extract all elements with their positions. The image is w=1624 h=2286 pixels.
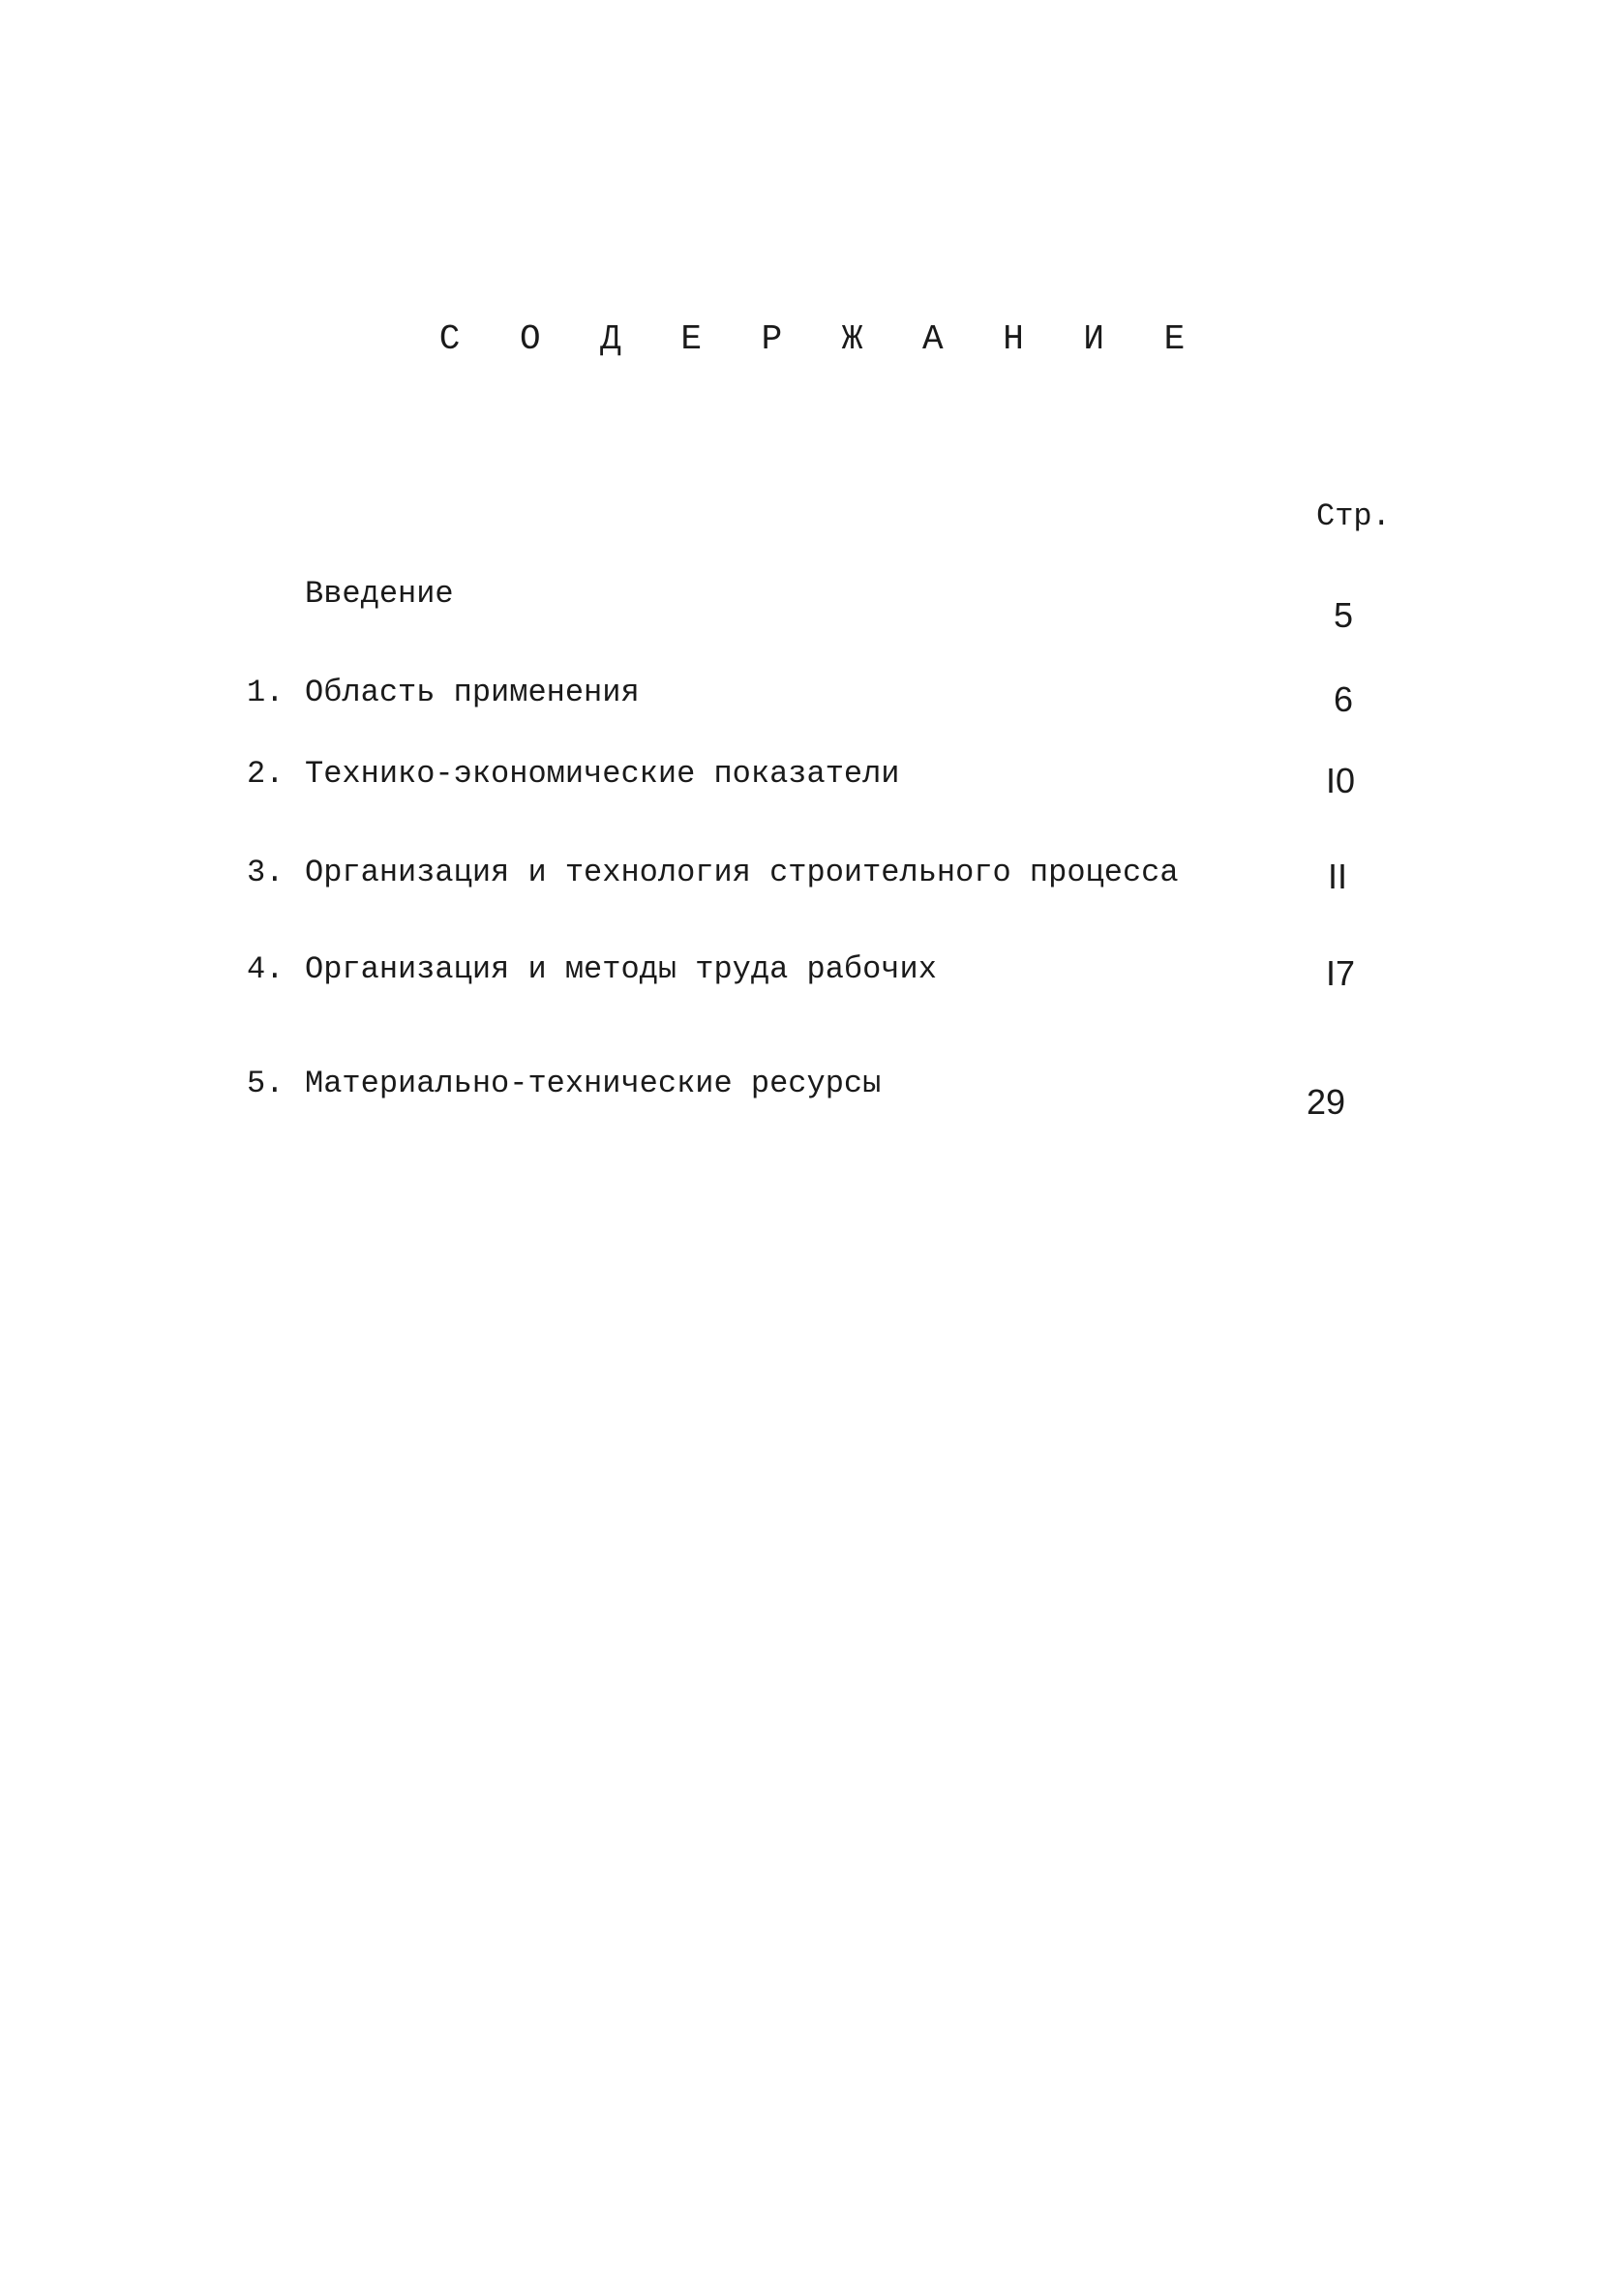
toc-entry-number: 2. — [247, 756, 285, 792]
toc-entry-page: II — [1328, 857, 1348, 896]
toc-entry-label: Организация и методы труда рабочих — [305, 951, 937, 987]
toc-entry-label: Материально-технические ресурсы — [305, 1066, 882, 1101]
toc-entry-page: 29 — [1307, 1082, 1346, 1122]
toc-entry-label: Область применения — [305, 675, 640, 710]
toc-entry — [247, 675, 640, 710]
toc-entry-intro — [305, 576, 454, 612]
toc-entry-label: Технико-экономические показатели — [305, 756, 900, 792]
toc-entry-label: Организация и технология строительного процесса — [305, 855, 1179, 890]
toc-entry — [247, 756, 900, 792]
toc-entry-page: I0 — [1326, 761, 1356, 800]
toc-entry-number: 5. — [247, 1066, 285, 1101]
toc-entry — [247, 1066, 881, 1101]
toc-entry-page: I7 — [1326, 953, 1356, 993]
toc-entry-label: Введение — [305, 576, 454, 612]
toc-entry-page: 5 — [1334, 595, 1354, 635]
toc-entry-number: 1. — [247, 675, 285, 710]
toc-entry — [247, 855, 1179, 890]
page-column-header: Стр. — [1316, 498, 1391, 534]
toc-entry-number: 3. — [247, 855, 285, 890]
page-title: С О Д Е Р Ж А Н И Е — [438, 319, 1205, 359]
toc-entry — [247, 951, 937, 987]
toc-entry-page: 6 — [1334, 679, 1354, 719]
toc-entry-number: 4. — [247, 951, 285, 987]
